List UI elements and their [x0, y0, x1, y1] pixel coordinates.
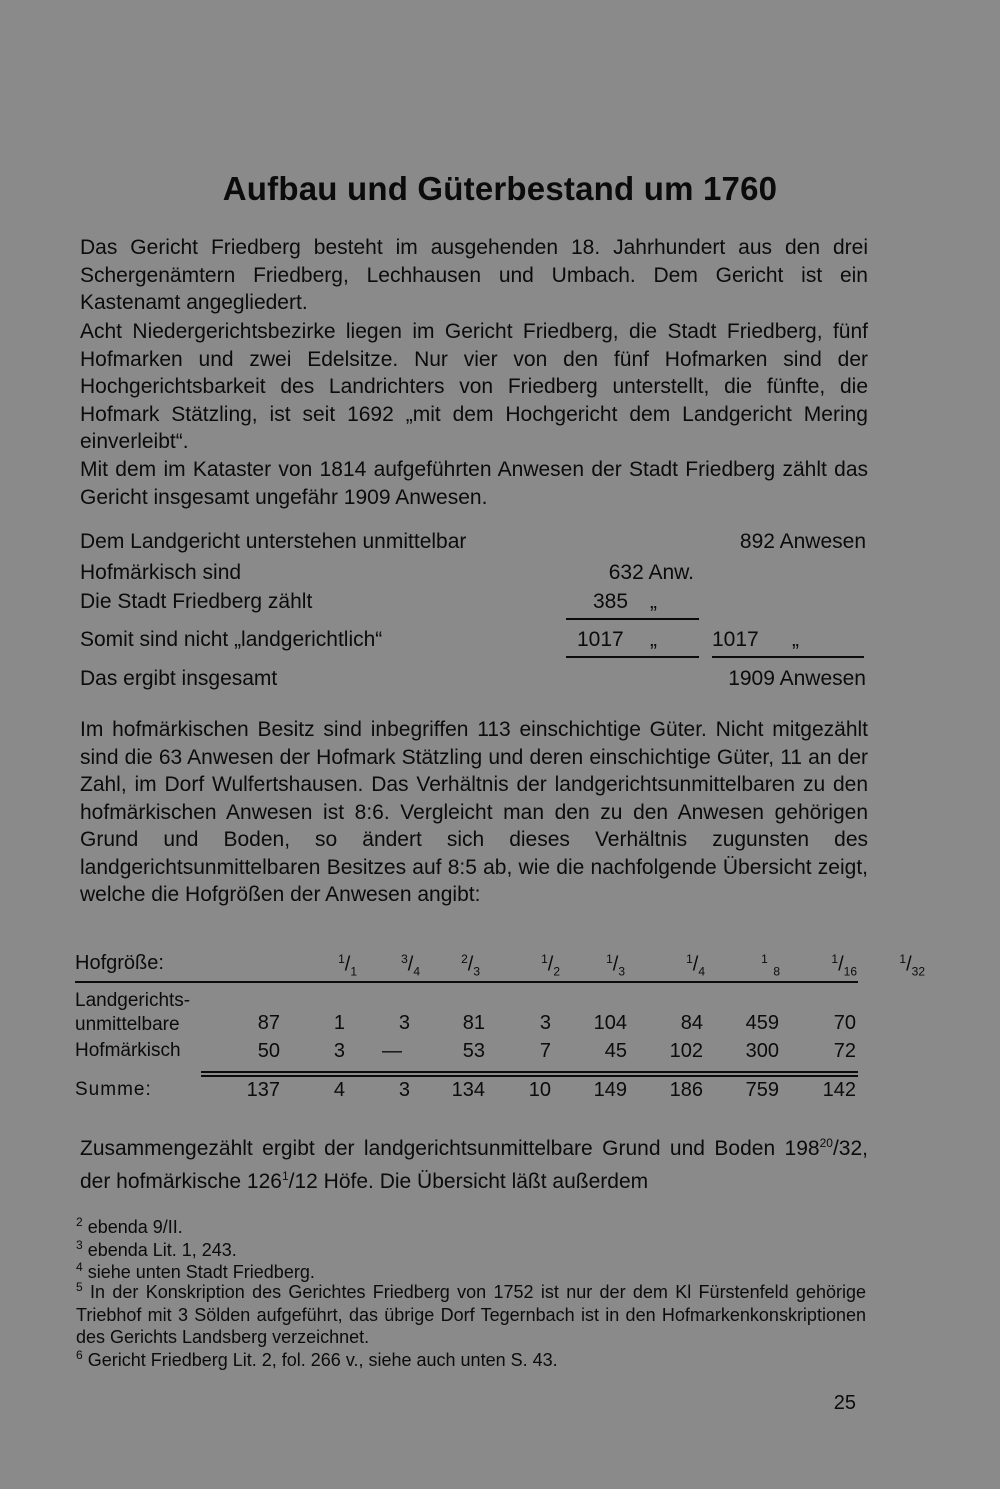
table-cell: 186 [669, 1079, 703, 1101]
summary-value: 1909 Anwesen [728, 667, 866, 690]
row-label: Landgerichts- [75, 990, 191, 1011]
table-cell: 70 [833, 1012, 856, 1034]
summary-label: Die Stadt Friedberg zählt [80, 590, 313, 613]
summary-label: Hofmärkisch sind [80, 561, 242, 584]
column-header: $^2/_3$ [461, 952, 480, 979]
column-header: $^1/_2$ [541, 952, 560, 979]
sum-rule [201, 1071, 858, 1073]
column-header: $^1$ $_8$ [761, 952, 780, 979]
sum-rule [201, 1075, 858, 1077]
header-label: Hofgröße: [75, 952, 164, 974]
footnote: $^3$ ebenda Lit. 1, 243. [76, 1238, 237, 1260]
page-title: Aufbau und Güterbestand um 1760 [222, 170, 778, 207]
column-header: $^3/_4$ [401, 952, 420, 979]
total-label: Summe: [75, 1079, 152, 1100]
row-label: unmittelbare [75, 1014, 180, 1035]
table-cell: 72 [833, 1040, 856, 1062]
summary-value: 385 [593, 590, 629, 613]
table-cell: 50 [257, 1040, 280, 1062]
column-header: $^1/_1$ [338, 952, 357, 979]
paragraph-2: Acht Niedergerichtsbezirke liegen im Gericht Friedberg, die Stadt Friedberg, fünf Hofmarken und zwei Edelsitze. Nur vier von den fünf Hofmarken sind der Hochgerichtsbarkeit des Landrichters von Friedberg unterstellt, die fünfte, die Hofmark Stätzling, ist seit 1692 „mit dem Hochgericht dem Landgericht Mering einverleibt“. [80, 320, 868, 453]
table-cell: 81 [462, 1012, 485, 1034]
column-header: $^1/_4$ [686, 952, 705, 979]
table-cell: — [382, 1040, 402, 1062]
sum-rule [566, 618, 699, 620]
column-header: $^1/_{32}$ [899, 952, 925, 979]
footnote: $^5$ In der Konskription des Gerichtes Friedberg von 1752 ist nur der dem Kl Fürstenfeld gehörige Triebhof mit 3 Sölden aufgeführt, das übrige Dorf Tegernbach ist in den Hofmarkenkonskriptionen des Gerichts Landsberg verzeichnet. [76, 1280, 866, 1347]
summary-row [80, 561, 866, 589]
column-header: $^1/_{16}$ [831, 952, 857, 979]
summary-value: 1017 [712, 628, 759, 651]
table-cell: 53 [462, 1040, 485, 1062]
paragraph-4: Im hofmärkischen Besitz sind inbegriffen 113 einschichtige Güter. Nicht mitgezählt sind die 63 Anwesen der Hofmark Stätzling und deren einschichtige Güter, 11 an der Zahl, im Dorf Wulfertshausen. Das Verhältnis der landgerichtsunmittelbaren zu den hofmärkischen Anwesen ist 8:6. Vergleicht man den zu den Anwesen gehörigen Grund und Boden, so ändert sich dieses Verhältnis zugunsten des landgerichtsunmittelbaren Besitzes auf 8:5 ab, wie die nachfolgende Übersicht zeigt, welche die Hofgrößen der Anwesen angibt: [80, 718, 868, 906]
page-number: 25 [833, 1392, 856, 1414]
table-header [75, 952, 925, 982]
header-rule [75, 981, 858, 983]
summary-row [80, 667, 866, 695]
footnote: $^6$ Gericht Friedberg Lit. 2, fol. 266 v., siehe auch unten S. 43. [76, 1348, 558, 1370]
table-cell: 134 [451, 1079, 485, 1101]
table-cell: 3 [398, 1079, 410, 1101]
summary-row [80, 590, 866, 618]
table-row-total [75, 1079, 865, 1107]
summary-value: 1017 [577, 628, 624, 651]
summary-value: 632 Anw. [608, 561, 694, 584]
table-cell: 87 [257, 1012, 280, 1034]
ditto-mark: „ [650, 590, 657, 613]
sum-rule [566, 656, 699, 658]
footnote: $^2$ ebenda 9/II. [76, 1215, 183, 1237]
table-cell: 3 [333, 1040, 345, 1062]
table-cell: 3 [539, 1012, 551, 1034]
table-cell: 300 [745, 1040, 779, 1062]
sum-rule [712, 656, 864, 658]
table-cell: 142 [822, 1079, 856, 1101]
paragraph-3: Mit dem im Kataster von 1814 aufgeführten Anwesen der Stadt Friedberg zählt das Gericht insgesamt ungefähr 1909 Anwesen. [80, 458, 868, 509]
table-cell: 102 [669, 1040, 703, 1062]
summary-row [80, 530, 866, 558]
column-header: $^1/_3$ [606, 952, 625, 979]
table-cell: 104 [593, 1012, 627, 1034]
summary-label: Dem Landgericht unterstehen unmittelbar [80, 530, 467, 553]
table-cell: 149 [593, 1079, 627, 1101]
table-cell: 7 [539, 1040, 551, 1062]
ditto-mark: „ [792, 628, 799, 651]
row-label: Hofmärkisch [75, 1040, 181, 1061]
table-cell: 3 [398, 1012, 410, 1034]
table-cell: 84 [680, 1012, 703, 1034]
table-row [75, 990, 865, 1046]
table-row [75, 1040, 865, 1068]
summary-row [80, 628, 866, 656]
ditto-mark: „ [650, 628, 657, 651]
table-cell: 459 [745, 1012, 779, 1034]
table-cell: 759 [745, 1079, 779, 1101]
table-cell: 45 [604, 1040, 627, 1062]
paragraph-5: Zusammengezählt ergibt der landgerichtsunmittelbare Grund und Boden $198^{20}/32$, der hofmärkische $126^1/12$ Höfe. Die Übersicht läßt außerdem [80, 1136, 868, 1193]
table-cell: 137 [246, 1079, 280, 1101]
summary-value: 892 Anwesen [739, 530, 866, 553]
summary-label: Das ergibt insgesamt [80, 667, 278, 690]
table-cell: 10 [528, 1079, 551, 1101]
table-cell: 1 [333, 1012, 345, 1034]
footnote: $^4$ siehe unten Stadt Friedberg. [76, 1260, 315, 1282]
table-cell: 4 [333, 1079, 345, 1101]
summary-label: Somit sind nicht „landgerichtlich“ [80, 628, 383, 651]
paragraph-1: Das Gericht Friedberg besteht im ausgehenden 18. Jahrhundert aus den drei Schergenämtern Friedberg, Lechhausen und Umbach. Dem Gericht ist ein Kastenamt angegliedert. [80, 236, 868, 314]
